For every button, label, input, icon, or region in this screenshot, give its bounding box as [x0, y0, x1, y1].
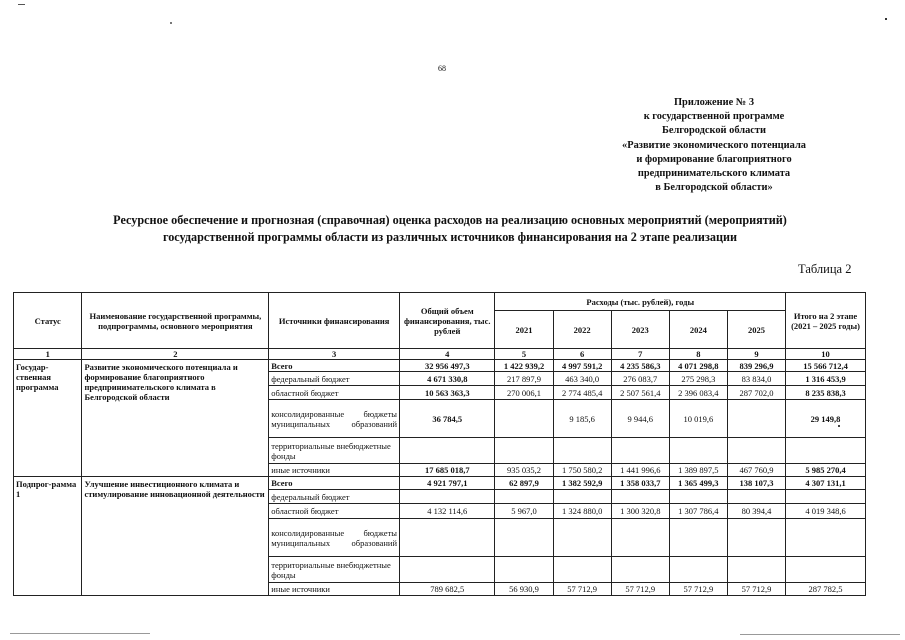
year-cell: 56 930,9 [495, 583, 553, 596]
year-cell [727, 519, 785, 557]
source-cell: консолидированные бюджеты муниципальных образований [269, 400, 400, 438]
sum-cell: 15 566 712,4 [786, 360, 866, 372]
year-cell [727, 438, 785, 464]
year-cell [611, 519, 669, 557]
appendix-line: к государственной программе [643, 111, 785, 123]
year-cell [553, 490, 611, 504]
year-cell: 1 324 880,0 [553, 504, 611, 519]
year-cell: 57 712,9 [553, 583, 611, 596]
column-number: 3 [269, 349, 400, 360]
year-cell: 1 365 499,3 [669, 477, 727, 490]
year-cell: 270 006,1 [495, 386, 553, 400]
title-line: государственной программы области из различных источников финансирования на 2 этапе реализации [162, 230, 738, 244]
year-cell [495, 557, 553, 583]
total-cell: 36 784,5 [400, 400, 495, 438]
header-year: 2023 [611, 311, 669, 349]
total-cell [400, 519, 495, 557]
year-cell [495, 400, 553, 438]
header-sources: Источники финансирования [269, 293, 400, 349]
header-year: 2025 [727, 311, 785, 349]
year-cell: 467 760,9 [727, 464, 785, 477]
year-cell: 463 340,0 [553, 372, 611, 386]
source-cell: областной бюджет [269, 504, 400, 519]
header-status: Статус [14, 293, 82, 349]
scan-speck [838, 425, 840, 427]
column-number: 9 [727, 349, 785, 360]
year-cell: 1 389 897,5 [669, 464, 727, 477]
total-cell: 32 956 497,3 [400, 360, 495, 372]
column-number: 1 [14, 349, 82, 360]
header-expenses: Расходы (тыс. рублей), годы [495, 293, 786, 311]
year-cell [495, 519, 553, 557]
year-cell [553, 438, 611, 464]
source-cell: консолидированные бюджеты муниципальных образований [269, 519, 400, 557]
sum-cell: 4 307 131,1 [786, 477, 866, 490]
sum-cell: 1 316 453,9 [786, 372, 866, 386]
source-cell: Всего [269, 477, 400, 490]
scan-speck [18, 4, 25, 5]
scan-speck [10, 633, 150, 634]
year-cell: 4 997 591,2 [553, 360, 611, 372]
year-cell: 5 967,0 [495, 504, 553, 519]
year-cell [553, 519, 611, 557]
source-cell: иные источники [269, 464, 400, 477]
year-cell: 2 774 485,4 [553, 386, 611, 400]
year-cell: 62 897,9 [495, 477, 553, 490]
appendix-line: Приложение № 3 [673, 97, 755, 108]
year-cell: 57 712,9 [727, 583, 785, 596]
year-cell: 1 358 033,7 [611, 477, 669, 490]
column-number: 5 [495, 349, 553, 360]
total-cell: 4 921 797,1 [400, 477, 495, 490]
year-cell: 10 019,6 [669, 400, 727, 438]
total-cell: 4 671 330,8 [400, 372, 495, 386]
scan-speck [740, 634, 900, 635]
sum-cell: 287 782,5 [786, 583, 866, 596]
appendix-line: в Белгородской области» [655, 182, 773, 194]
sum-cell: 4 019 348,6 [786, 504, 866, 519]
total-cell: 789 682,5 [400, 583, 495, 596]
total-cell: 10 563 363,3 [400, 386, 495, 400]
year-cell: 1 300 320,8 [611, 504, 669, 519]
column-number: 10 [786, 349, 866, 360]
appendix-line: предпринимательского климата [637, 168, 791, 180]
programme-name-cell: Улучшение инвестиционного климата и стимулирование инновационной деятельности [82, 477, 269, 596]
year-cell [669, 438, 727, 464]
year-cell [669, 519, 727, 557]
programme-name-cell: Развитие экономического потенциала и формирование благоприятного предпринимательского климата в Белгородской области [82, 360, 269, 477]
source-cell: иные источники [269, 583, 400, 596]
column-number: 8 [669, 349, 727, 360]
header-name: Наименование государственной программы, подпрограммы, основного мероприятия [82, 293, 269, 349]
appendix-line: Белгородской области [662, 125, 766, 137]
scan-speck [885, 18, 887, 20]
header-year: 2022 [553, 311, 611, 349]
header-result: Итого на 2 этапе (2021 – 2025 годы) [786, 293, 866, 349]
year-cell: 935 035,2 [495, 464, 553, 477]
year-cell [611, 557, 669, 583]
year-cell: 1 382 592,9 [553, 477, 611, 490]
appendix-line: «Развитие экономического потенциала [622, 139, 806, 151]
appendix-line: и формирование благоприятного [636, 153, 792, 165]
source-cell: Всего [269, 360, 400, 372]
year-cell: 275 298,3 [669, 372, 727, 386]
header-year: 2024 [669, 311, 727, 349]
source-cell: территориальные внебюджетные фонды [269, 557, 400, 583]
table-label: Таблица 2 [798, 262, 852, 276]
sum-cell: 5 985 270,4 [786, 464, 866, 477]
year-cell: 1 750 580,2 [553, 464, 611, 477]
column-number: 7 [611, 349, 669, 360]
year-cell [495, 438, 553, 464]
source-cell: федеральный бюджет [269, 490, 400, 504]
source-cell: федеральный бюджет [269, 372, 400, 386]
sum-cell: 29 149,8 [786, 400, 866, 438]
sum-cell [786, 438, 866, 464]
year-cell: 4 071 298,8 [669, 360, 727, 372]
year-cell: 217 897,9 [495, 372, 553, 386]
column-number: 4 [400, 349, 495, 360]
sum-cell [786, 519, 866, 557]
status-cell: Подпрог-рамма 1 [14, 477, 82, 596]
year-cell: 287 702,0 [727, 386, 785, 400]
year-cell: 1 441 996,6 [611, 464, 669, 477]
total-cell [400, 490, 495, 504]
year-cell [669, 490, 727, 504]
year-cell [495, 490, 553, 504]
title-line: Ресурсное обеспечение и прогнозная (справочная) оценка расходов на реализацию основных мероприятий (мероприятий) [113, 213, 787, 227]
document-title [40, 212, 860, 246]
year-cell: 1 307 786,4 [669, 504, 727, 519]
year-cell: 1 422 939,2 [495, 360, 553, 372]
year-cell [611, 490, 669, 504]
year-cell: 83 834,0 [727, 372, 785, 386]
year-cell: 839 296,9 [727, 360, 785, 372]
year-cell: 4 235 586,3 [611, 360, 669, 372]
source-cell: областной бюджет [269, 386, 400, 400]
year-cell: 2 396 083,4 [669, 386, 727, 400]
year-cell: 2 507 561,4 [611, 386, 669, 400]
column-number: 2 [82, 349, 269, 360]
scan-speck [170, 22, 172, 24]
year-cell: 276 083,7 [611, 372, 669, 386]
page-number: 68 [438, 64, 446, 73]
year-cell: 9 185,6 [553, 400, 611, 438]
sum-cell: 8 235 838,3 [786, 386, 866, 400]
resource-table [13, 292, 866, 596]
total-cell [400, 557, 495, 583]
total-cell [400, 438, 495, 464]
year-cell [727, 400, 785, 438]
header-total: Общий объем финансирования, тыс. рублей [400, 293, 495, 349]
source-cell: территориальные внебюджетные фонды [269, 438, 400, 464]
year-cell: 57 712,9 [611, 583, 669, 596]
year-cell: 57 712,9 [669, 583, 727, 596]
year-cell [611, 438, 669, 464]
header-year: 2021 [495, 311, 553, 349]
year-cell: 80 394,4 [727, 504, 785, 519]
year-cell: 9 944,6 [611, 400, 669, 438]
year-cell [727, 490, 785, 504]
column-number: 6 [553, 349, 611, 360]
appendix-header [585, 96, 843, 195]
total-cell: 4 132 114,6 [400, 504, 495, 519]
sum-cell [786, 557, 866, 583]
total-cell: 17 685 018,7 [400, 464, 495, 477]
year-cell [727, 557, 785, 583]
year-cell [669, 557, 727, 583]
sum-cell [786, 490, 866, 504]
status-cell: Государ-ственная программа [14, 360, 82, 477]
year-cell [553, 557, 611, 583]
year-cell: 138 107,3 [727, 477, 785, 490]
